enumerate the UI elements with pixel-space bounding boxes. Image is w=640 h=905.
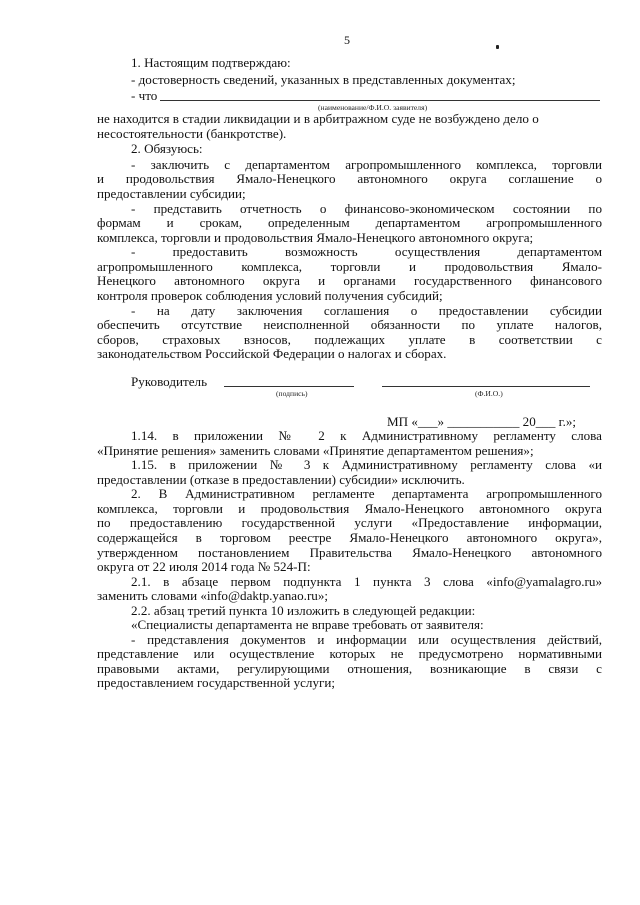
applicant-name-line — [160, 100, 600, 101]
form-line: - на дату заключения соглашения о предоставлении субсидии — [131, 303, 602, 318]
form-line: законодательством Российской Федерации о налогах и сборах. — [97, 346, 447, 361]
form-line: обеспечить отсутствие неисполненной обязанности по уплате налогов, — [97, 317, 602, 332]
body-line: «Принятие решения» заменить словами «Принятие департаментом решения»; — [97, 443, 534, 458]
body-line: 2.1. в абзаце первом подпункта 1 пункта 3 слова «info@yamalagro.ru» — [131, 574, 602, 589]
fio-caption: (Ф.И.О.) — [475, 389, 503, 398]
form-line: - достоверность сведений, указанных в представленных документах; — [131, 72, 516, 87]
body-line: округа от 22 июля 2014 года № 524-П: — [97, 559, 311, 574]
body-line: 2. В Административном регламенте департамента агропромышленного — [131, 486, 602, 501]
body-line: содержащейся в торговом реестре Ямало-Ненецкого автономного округа», — [97, 530, 602, 545]
body-line: по предоставлению государственной услуги «Предоставление информации, — [97, 515, 602, 530]
body-line: правовыми актами, регулирующими отношения, возникающие в связи с — [97, 661, 602, 676]
body-line: 2.2. абзац третий пункта 10 изложить в следующей редакции: — [131, 603, 476, 618]
body-line: 1.14. в приложении № 2 к Административному регламенту слова — [131, 428, 602, 443]
form-line: формам и срокам, определенным департаментом агропромышленного — [97, 215, 602, 230]
stamp-date-line: МП «___» ___________ 20___ г.»; — [387, 414, 577, 429]
form-line: предоставлении субсидии; — [97, 186, 246, 201]
form-line: - заключить с департаментом агропромышленного комплекса, торговли — [131, 157, 602, 172]
form-line: не находится в стадии ликвидации и в арбитражном суде не возбуждено дело о — [97, 111, 539, 126]
form-line: - что — [131, 88, 158, 103]
form-line: - представить отчетность о финансово-экономическом состоянии по — [131, 201, 602, 216]
body-line: комплекса, торговли и продовольствия Ямало-Ненецкого автономного округа — [97, 501, 602, 516]
form-line: сборов, страховых взносов, подлежащих уплате в соответствии с — [97, 332, 602, 347]
body-line: предоставлении (отказе в предоставлении) субсидии» исключить. — [97, 472, 465, 487]
form-line: контроля проверок соблюдения условий получения субсидий; — [97, 288, 443, 303]
form-line: - предоставить возможность осуществления департаментом — [131, 244, 602, 259]
body-line: предоставлением государственной услуги; — [97, 675, 336, 690]
form-line: агропромышленного комплекса, торговли и продовольствия Ямало- — [97, 259, 602, 274]
scan-mark — [496, 45, 499, 49]
body-line: представление или осуществление которых не предусмотрено нормативными — [97, 646, 602, 661]
body-line: заменить словами «info@daktp.yanao.ru»; — [97, 588, 329, 603]
signature-caption: (подпись) — [276, 389, 308, 398]
applicant-caption: (наименование/Ф.И.О. заявителя) — [318, 103, 428, 112]
fio-line — [382, 386, 590, 387]
confirm-heading: 1. Настоящим подтверждаю: — [131, 55, 291, 70]
body-line: утвержденном постановлением Правительства Ямало-Ненецкого автономного — [97, 545, 602, 560]
body-line: - представления документов и информации или осуществления действий, — [131, 632, 602, 647]
form-line: несостоятельности (банкротстве). — [97, 126, 287, 141]
body-line: 1.15. в приложении № 3 к Административному регламенту слова «и — [131, 457, 602, 472]
body-line: «Специалисты департамента не вправе требовать от заявителя: — [131, 617, 484, 632]
obligations-heading: 2. Обязуюсь: — [131, 141, 203, 156]
form-line: Ненецкого автономного округа и органами государственного финансового — [97, 273, 602, 288]
form-line: и продовольствия Ямало-Ненецкого автономного округа соглашение о — [97, 171, 602, 186]
page-number: 5 — [344, 33, 350, 47]
signature-line — [224, 386, 354, 387]
head-label: Руководитель — [131, 374, 208, 389]
form-line: комплекса, торговли и продовольствия Ямало-Ненецкого автономного округа; — [97, 230, 534, 245]
